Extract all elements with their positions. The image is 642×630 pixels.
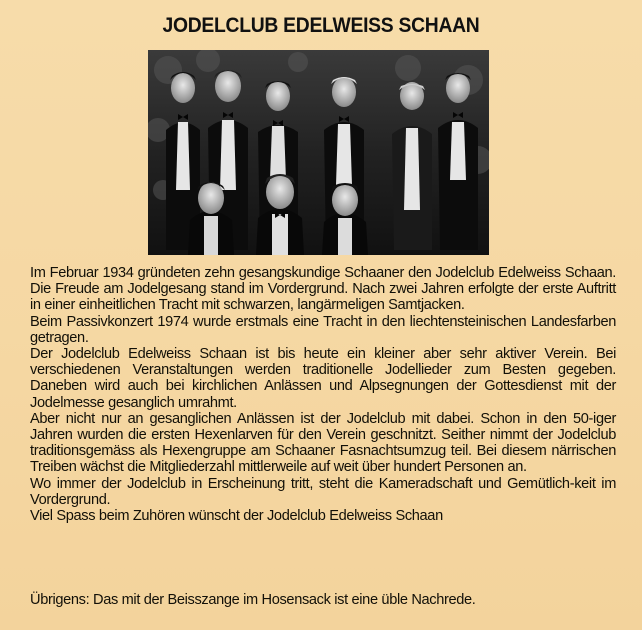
closing-note: Übrigens: Das mit der Beisszange im Hosensack ist eine üble Nachrede. [30,592,476,608]
paragraph: Wo immer der Jodelclub in Erscheinung tritt, steht die Kameradschaft und Gemütlich-keit im Vordergrund. [30,475,616,508]
paragraph: Im Februar 1934 gründeten zehn gesangskundige Schaaner den Jodelclub Edelweiss Schaan. Die Freude am Jodelgesang stand im Vordergrund. Nach zwei Jahren erfolgte der erste Auftritt in einer einheitlichen Tracht mit schwarzen, langärmeligen Samtjacken. [30,265,616,314]
paragraph: Beim Passivkonzert 1974 wurde erstmals eine Tracht in den liechtensteinischen Landesfarben getragen. [30,313,616,346]
paragraph: Viel Spass beim Zuhören wünscht der Jodelclub Edelweiss Schaan [30,508,443,525]
paragraph: Der Jodelclub Edelweiss Schaan ist bis heute ein kleiner aber sehr aktiver Verein. Bei verschiedenen Veranstaltungen werden traditionelle Jodellieder zum Besten gegeben. Daneben wird auch bei kirchlichen Anlässen und Alpsegnungen der Gottesdienst mit der Jodelmesse gesanglich umrahmt. [30,346,616,411]
article-body [30,265,616,524]
page-title: JODELCLUB EDELWEISS SCHAAN [162,14,480,37]
paragraph: Aber nicht nur an gesanglichen Anlässen ist der Jodelclub mit dabei. Schon in den 50-iger Jahren wurden die ersten Hexenlarven für den Verein geschnitzt. Seither nimmt der Jodelclub traditionsgemäss als Hexengruppe am Schaaner Fasnachtsumzug teil. Bei diesem närrischen Treiben wächst die Mitgliederzahl mittlerweile auf weit über hundert Personen an. [30,410,616,476]
group-photo [148,50,489,255]
